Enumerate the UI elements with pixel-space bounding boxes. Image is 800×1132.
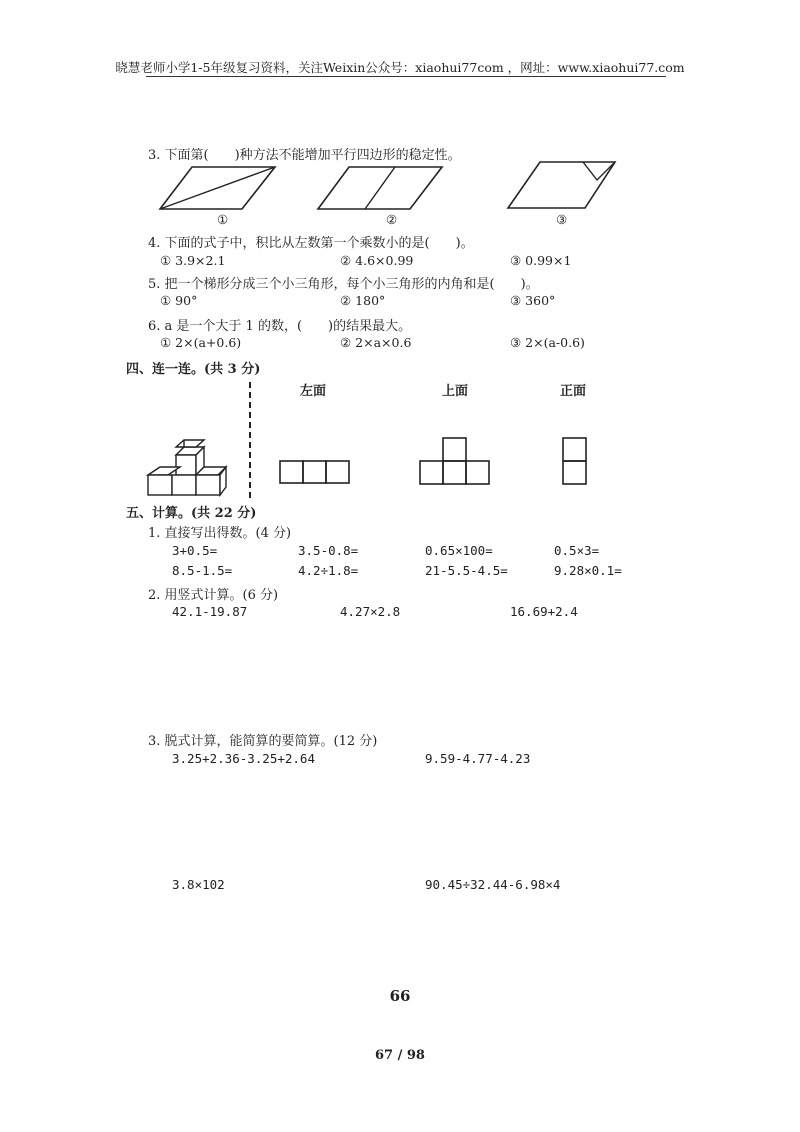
step-calc-2: 9.59-4.77-4.23	[425, 751, 531, 766]
page-header-text: 晓慧老师小学1-5年级复习资料，关注Weixin公众号：xiaohui77com ，网址：www.xiaohui77.com	[115, 60, 685, 75]
oral-calc-1: 3+0.5=	[172, 543, 218, 558]
oral-calc-6: 4.2÷1.8=	[298, 563, 359, 578]
question-6-option-3: ③ 2×(a-0.6)	[510, 335, 585, 350]
oral-calc-2: 3.5-0.8=	[298, 543, 359, 558]
oral-calc-4: 0.5×3=	[554, 543, 600, 558]
view-label-top: 上面	[442, 384, 469, 399]
figure-3-label: ③	[556, 212, 568, 227]
part-2-title: 2. 用竖式计算。(6 分)	[148, 588, 279, 603]
question-5-option-2: ② 180°	[340, 293, 386, 308]
question-4-stem: 4. 下面的式子中，积比从左数第一个乘数小的是( )。	[148, 236, 474, 251]
view-front-figure	[0, 0, 800, 520]
vertical-calc-2: 4.27×2.8	[340, 604, 401, 619]
step-calc-3: 3.8×102	[172, 877, 225, 892]
figure-2-label: ②	[386, 212, 398, 227]
step-calc-1: 3.25+2.36-3.25+2.64	[172, 751, 315, 766]
part-1-title: 1. 直接写出得数。(4 分)	[148, 526, 292, 541]
section-4-title: 四、连一连。(共 3 分)	[126, 362, 261, 377]
page-number: 66	[389, 987, 411, 1005]
question-6-stem: 6. a 是一个大于 1 的数，( )的结果最大。	[148, 319, 412, 334]
section-5-title: 五、计算。(共 22 分)	[126, 506, 257, 521]
question-4-option-3: ③ 0.99×1	[510, 253, 572, 268]
question-5-stem: 5. 把一个梯形分成三个小三角形，每个小三角形的内角和是( )。	[148, 277, 539, 292]
page-count: 67 / 98	[375, 1048, 425, 1063]
oral-calc-5: 8.5-1.5=	[172, 563, 233, 578]
step-calc-4: 90.45÷32.44-6.98×4	[425, 877, 561, 892]
question-5-option-1: ① 90°	[160, 293, 198, 308]
view-label-left: 左面	[300, 384, 327, 399]
figure-1-label: ①	[217, 212, 229, 227]
question-3-stem: 3. 下面第( )种方法不能增加平行四边形的稳定性。	[148, 148, 461, 163]
oral-calc-3: 0.65×100=	[425, 543, 493, 558]
vertical-calc-1: 42.1-19.87	[172, 604, 248, 619]
question-6-option-1: ① 2×(a+0.6)	[160, 335, 242, 350]
view-label-front: 正面	[560, 384, 587, 399]
oral-calc-7: 21-5.5-4.5=	[425, 563, 508, 578]
vertical-calc-3: 16.69+2.4	[510, 604, 578, 619]
question-5-option-3: ③ 360°	[510, 293, 556, 308]
question-4-option-1: ① 3.9×2.1	[160, 253, 226, 268]
question-4-option-2: ② 4.6×0.99	[340, 253, 414, 268]
oral-calc-8: 9.28×0.1=	[554, 563, 622, 578]
question-6-option-2: ② 2×a×0.6	[340, 335, 412, 350]
part-3-title: 3. 脱式计算，能简算的要简算。(12 分)	[148, 734, 378, 749]
